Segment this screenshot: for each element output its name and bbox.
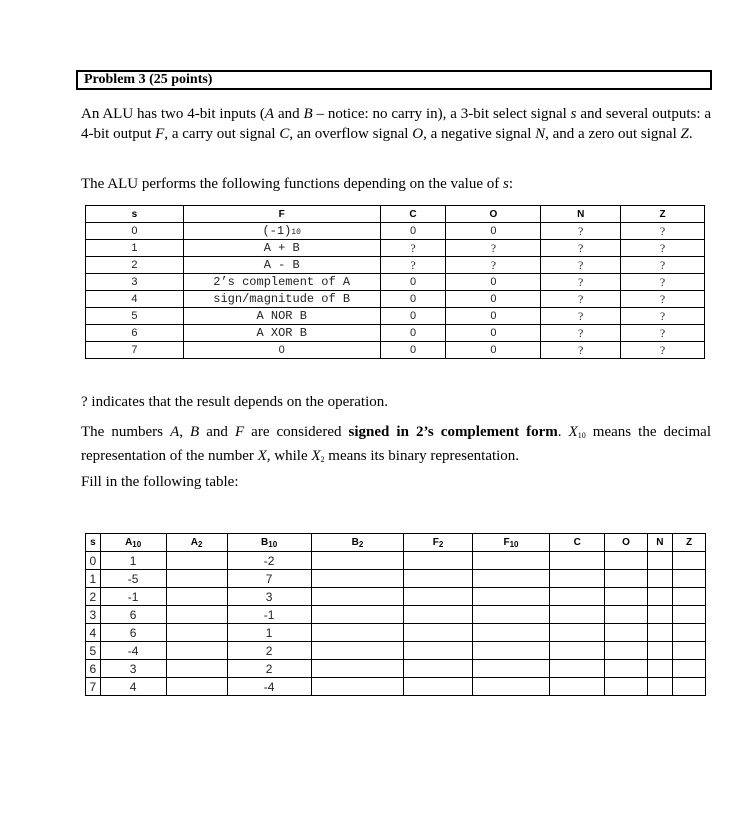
cell-n[interactable]: [647, 570, 672, 588]
cell-z: ?: [621, 240, 705, 257]
cell-c: ?: [380, 240, 446, 257]
cell-f2[interactable]: [404, 678, 473, 696]
cell-f: 0: [183, 342, 380, 359]
header-n: N: [541, 206, 621, 223]
cell-f10[interactable]: [472, 570, 549, 588]
function-table: [85, 205, 705, 359]
table-row: [86, 325, 705, 342]
cell-c: 0: [380, 308, 446, 325]
header-a10: $A_{10}$: [100, 534, 166, 552]
cell-a10: -4: [100, 642, 166, 660]
header-f10: $F_{10}$: [472, 534, 549, 552]
table-row: [86, 570, 706, 588]
cell-z: ?: [621, 325, 705, 342]
cell-s: 4: [86, 624, 101, 642]
cell-f: A + B: [183, 240, 380, 257]
header-z: Z: [621, 206, 705, 223]
cell-s: 1: [86, 240, 184, 257]
cell-n: ?: [541, 240, 621, 257]
cell-f: sign/magnitude of B: [183, 291, 380, 308]
cell-o: 0: [446, 342, 541, 359]
table-row: [86, 606, 706, 624]
cell-b2[interactable]: [311, 660, 404, 678]
table-row: [86, 624, 706, 642]
cell-a10: 6: [100, 624, 166, 642]
cell-b2[interactable]: [311, 624, 404, 642]
cell-o[interactable]: [605, 660, 648, 678]
cell-c: 0: [380, 325, 446, 342]
cell-a10: 3: [100, 660, 166, 678]
cell-c: 0: [380, 223, 446, 240]
header-f: F: [183, 206, 380, 223]
cell-b10: -1: [227, 606, 311, 624]
cell-z[interactable]: [673, 570, 706, 588]
header-a2: $A_2$: [166, 534, 227, 552]
cell-b10: 1: [227, 624, 311, 642]
table-row: [86, 588, 706, 606]
header-c: C: [380, 206, 446, 223]
cell-b2[interactable]: [311, 552, 404, 570]
cell-c[interactable]: [550, 678, 605, 696]
cell-f2[interactable]: [404, 552, 473, 570]
question-mark-note: ? indicates that the result depends on the operation.: [81, 394, 388, 410]
cell-n[interactable]: [647, 552, 672, 570]
cell-c: 0: [380, 342, 446, 359]
cell-o: 0: [446, 291, 541, 308]
cell-o: 0: [446, 308, 541, 325]
cell-n: ?: [541, 325, 621, 342]
cell-n: ?: [541, 223, 621, 240]
cell-o[interactable]: [605, 678, 648, 696]
cell-b2[interactable]: [311, 642, 404, 660]
cell-f: A NOR B: [183, 308, 380, 325]
cell-b10: 7: [227, 570, 311, 588]
cell-c[interactable]: [550, 588, 605, 606]
table-row: [86, 291, 705, 308]
cell-c: ?: [380, 257, 446, 274]
cell-s: 6: [86, 660, 101, 678]
header-b10: $B_{10}$: [227, 534, 311, 552]
table-row: [86, 257, 705, 274]
header-z: Z: [673, 534, 706, 552]
cell-s: 2: [86, 257, 184, 274]
intro-paragraph: An ALU has two 4-bit inputs (A and B – notice: no carry in), a 3-bit select signal s and several outputs: a 4-bit output F, a carry out signal C, an overflow signal O, a negative signal N, and a zero out signal Z.: [81, 106, 711, 142]
cell-z[interactable]: [673, 660, 706, 678]
table-row: [86, 552, 706, 570]
header-s: s: [86, 206, 184, 223]
table-row: [86, 642, 706, 660]
cell-z: ?: [621, 342, 705, 359]
cell-z[interactable]: [673, 606, 706, 624]
cell-c[interactable]: [550, 552, 605, 570]
cell-s: 3: [86, 606, 101, 624]
cell-n[interactable]: [647, 588, 672, 606]
header-o: O: [446, 206, 541, 223]
cell-b10: -4: [227, 678, 311, 696]
cell-f10[interactable]: [472, 642, 549, 660]
cell-a2[interactable]: [166, 570, 227, 588]
cell-a2[interactable]: [166, 660, 227, 678]
header-b2: $B_2$: [311, 534, 404, 552]
cell-n[interactable]: [647, 660, 672, 678]
cell-z: ?: [621, 274, 705, 291]
cell-f2[interactable]: [404, 588, 473, 606]
cell-s: 0: [86, 552, 101, 570]
cell-n: ?: [541, 342, 621, 359]
cell-f2[interactable]: [404, 642, 473, 660]
cell-f10[interactable]: [472, 552, 549, 570]
cell-o: ?: [446, 240, 541, 257]
cell-a10: 6: [100, 606, 166, 624]
cell-f: A XOR B: [183, 325, 380, 342]
cell-f2[interactable]: [404, 624, 473, 642]
header-s: s: [86, 534, 101, 552]
cell-b10: 2: [227, 660, 311, 678]
cell-z[interactable]: [673, 642, 706, 660]
cell-f10[interactable]: [472, 624, 549, 642]
cell-o[interactable]: [605, 570, 648, 588]
cell-b2[interactable]: [311, 678, 404, 696]
representation-note: The numbers A, B and F are considered signed in 2’s complement form. $X_{10}$ means the decimal representation of the number X, while $X_2$ means its binary representation.: [81, 424, 712, 464]
cell-z[interactable]: [673, 624, 706, 642]
cell-o[interactable]: [605, 606, 648, 624]
cell-n[interactable]: [647, 606, 672, 624]
cell-z: ?: [621, 257, 705, 274]
cell-z[interactable]: [673, 552, 706, 570]
cell-n[interactable]: [647, 624, 672, 642]
cell-s: 6: [86, 325, 184, 342]
cell-s: 7: [86, 678, 101, 696]
cell-o[interactable]: [605, 624, 648, 642]
cell-s: 1: [86, 570, 101, 588]
cell-n: ?: [541, 257, 621, 274]
cell-n[interactable]: [647, 678, 672, 696]
cell-a10: -1: [100, 588, 166, 606]
cell-f10[interactable]: [472, 606, 549, 624]
cell-z[interactable]: [673, 678, 706, 696]
cell-o: ?: [446, 257, 541, 274]
cell-z[interactable]: [673, 588, 706, 606]
cell-a2[interactable]: [166, 624, 227, 642]
header-f2: $F_2$: [404, 534, 473, 552]
cell-c[interactable]: [550, 660, 605, 678]
header-o: O: [605, 534, 648, 552]
cell-a10: 1: [100, 552, 166, 570]
cell-a10: -5: [100, 570, 166, 588]
cell-o: 0: [446, 274, 541, 291]
cell-n: ?: [541, 291, 621, 308]
problem-title: Problem 3 (25 points): [76, 70, 712, 90]
cell-z: ?: [621, 291, 705, 308]
cell-a2[interactable]: [166, 552, 227, 570]
cell-n[interactable]: [647, 642, 672, 660]
cell-f: (-1)10: [183, 223, 380, 240]
table-row: [86, 342, 705, 359]
cell-s: 3: [86, 274, 184, 291]
cell-a2[interactable]: [166, 588, 227, 606]
header-c: C: [550, 534, 605, 552]
header-n: N: [647, 534, 672, 552]
cell-a2[interactable]: [166, 678, 227, 696]
cell-f10[interactable]: [472, 660, 549, 678]
table-row: [86, 660, 706, 678]
cell-z: ?: [621, 223, 705, 240]
cell-f2[interactable]: [404, 660, 473, 678]
cell-b10: 2: [227, 642, 311, 660]
cell-f10[interactable]: [472, 678, 549, 696]
cell-a2[interactable]: [166, 606, 227, 624]
cell-s: 7: [86, 342, 184, 359]
table-row: [86, 240, 705, 257]
functions-intro: The ALU performs the following functions depending on the value of s:: [81, 176, 514, 192]
cell-s: 5: [86, 308, 184, 325]
cell-o[interactable]: [605, 588, 648, 606]
function-table-header: [86, 206, 705, 223]
cell-f10[interactable]: [472, 588, 549, 606]
fill-table: [85, 533, 706, 696]
cell-o: 0: [446, 223, 541, 240]
cell-s: 4: [86, 291, 184, 308]
cell-n: ?: [541, 274, 621, 291]
cell-b2[interactable]: [311, 606, 404, 624]
cell-b10: 3: [227, 588, 311, 606]
cell-f: A - B: [183, 257, 380, 274]
cell-c[interactable]: [550, 606, 605, 624]
cell-o[interactable]: [605, 642, 648, 660]
table-row: [86, 678, 706, 696]
cell-b2[interactable]: [311, 588, 404, 606]
cell-a2[interactable]: [166, 642, 227, 660]
cell-n: ?: [541, 308, 621, 325]
cell-s: 5: [86, 642, 101, 660]
cell-f: 2’s complement of A: [183, 274, 380, 291]
cell-a10: 4: [100, 678, 166, 696]
table-row: [86, 308, 705, 325]
cell-z: ?: [621, 308, 705, 325]
cell-s: 2: [86, 588, 101, 606]
cell-f2[interactable]: [404, 606, 473, 624]
cell-c[interactable]: [550, 624, 605, 642]
table-row: [86, 223, 705, 240]
cell-s: 0: [86, 223, 184, 240]
fill-table-header: [86, 534, 706, 552]
cell-f2[interactable]: [404, 570, 473, 588]
cell-o: 0: [446, 325, 541, 342]
cell-c: 0: [380, 291, 446, 308]
cell-c[interactable]: [550, 642, 605, 660]
fill-instruction: Fill in the following table:: [81, 474, 239, 490]
cell-o[interactable]: [605, 552, 648, 570]
cell-c[interactable]: [550, 570, 605, 588]
table-row: [86, 274, 705, 291]
cell-b10: -2: [227, 552, 311, 570]
cell-c: 0: [380, 274, 446, 291]
cell-b2[interactable]: [311, 570, 404, 588]
